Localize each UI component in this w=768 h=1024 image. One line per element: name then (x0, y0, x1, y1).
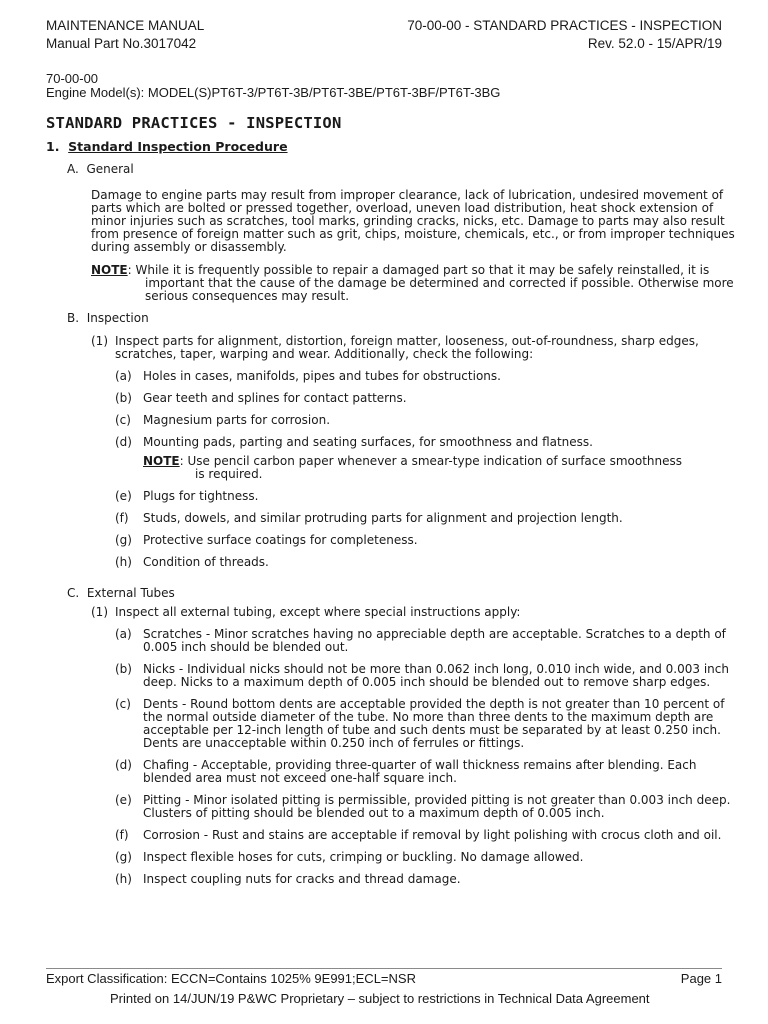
list-item (115, 556, 736, 569)
item-label: (f) (115, 511, 129, 525)
footer-divider (46, 968, 722, 969)
item-label: (e) (115, 489, 132, 503)
item-text: Pitting - Minor isolated pitting is permissible, provided pitting is not greater than 0.003 inch deep. Clusters of pitting should be blended out to a maximum depth of 0.005 inch. (143, 793, 731, 820)
list-item (115, 436, 736, 449)
subsection-external-tubes (67, 587, 736, 600)
page-number: Page 1 (680, 971, 722, 986)
item-text: Condition of threads. (143, 555, 269, 569)
item-label: (f) (115, 828, 129, 842)
item-text: Inspect coupling nuts for cracks and thread damage. (143, 872, 461, 886)
item-label: (e) (115, 793, 132, 807)
item-text: Holes in cases, manifolds, pipes and tubes for obstructions. (143, 369, 501, 383)
list-item (115, 698, 736, 750)
header-left (46, 17, 204, 53)
manual-part-number: Manual Part No.3017042 (46, 36, 197, 51)
item-text: Chafing - Acceptable, providing three-quarter of wall thickness remains after blending. Each blended area must not exceed one-half square inch. (143, 758, 697, 785)
printed-notice: Printed on 14/JUN/19 P&WC Proprietary – subject to restrictions in Technical Data Agreement (110, 991, 650, 1006)
list-item (115, 873, 736, 886)
chapter-code: 70-00-00 (46, 71, 99, 86)
section-number: 1. (46, 139, 60, 154)
general-note (91, 264, 736, 303)
item-label: (1) (91, 334, 108, 348)
item-text: Dents - Round bottom dents are acceptable provided the depth is not greater than 10 percent of the normal outside diameter of the tube. No more than three dents to the maximum depth are acceptable per 12-inch length of tube and such dents must be separated by at least 0.250 inch. Dents are unacceptable within 0.250 inch of ferrules or fittings. (143, 697, 725, 750)
export-classification: Export Classification: ECCN=Contains 1025% 9E991;ECL=NSR (46, 971, 416, 986)
note-text: : Use pencil carbon paper whenever a smear-type indication of surface smoothness is required. (179, 454, 682, 481)
item-label: (c) (115, 697, 131, 711)
manual-title: MAINTENANCE MANUAL (46, 18, 205, 33)
item-text: Studs, dowels, and similar protruding parts for alignment and projection length. (143, 511, 623, 525)
item-label: (h) (115, 872, 132, 886)
chapter-title: 70-00-00 - STANDARD PRACTICES - INSPECTION (407, 18, 722, 33)
item-label: (g) (115, 850, 132, 864)
item-label: (g) (115, 533, 132, 547)
subsection-inspection (67, 312, 736, 325)
inspection-note (143, 455, 683, 481)
document-body (46, 72, 736, 886)
header-right (407, 17, 722, 53)
section-title: Standard Inspection Procedure (68, 139, 288, 154)
subsection-label: B. (67, 311, 80, 325)
subsection-title: External Tubes (86, 586, 175, 600)
page-title: STANDARD PRACTICES - INSPECTION (46, 114, 342, 132)
list-item (115, 512, 736, 525)
item-text: Protective surface coatings for completeness. (143, 533, 418, 547)
item-text: Inspect flexible hoses for cuts, crimping or buckling. No damage allowed. (143, 850, 584, 864)
list-item (115, 414, 736, 427)
item-label: (d) (115, 435, 132, 449)
item-label: (b) (115, 391, 132, 405)
item-text: Corrosion - Rust and stains are acceptable if removal by light polishing with crocus cloth and oil. (143, 828, 722, 842)
note-text: : While it is frequently possible to repair a damaged part so that it may be safely reinstalled, it is important that the cause of the damage be determined and corrected if possible. Otherwise more serious consequences may result. (127, 263, 734, 303)
item-label: (1) (91, 605, 108, 619)
section-heading (46, 140, 736, 154)
engine-models: Engine Model(s): MODEL(S)PT6T-3/PT6T-3B/PT6T-3BE/PT6T-3BF/PT6T-3BG (46, 85, 501, 100)
general-paragraph: Damage to engine parts may result from improper clearance, lack of lubrication, undesired movement of parts which are bolted or pressed together, overload, uneven load distribution, heat shock extension of minor injuries such as scratches, tool marks, grinding cracks, nicks, etc. Damage to parts may also result from presence of foreign matter such as grit, chips, moisture, chemicals, etc., or from improper techniques during assembly or disassembly. (91, 188, 735, 254)
item-label: (a) (115, 627, 132, 641)
list-item (115, 829, 736, 842)
list-item (91, 335, 736, 361)
list-item (115, 759, 736, 785)
list-item (115, 534, 736, 547)
item-label: (a) (115, 369, 132, 383)
list-item (115, 851, 736, 864)
item-text: Gear teeth and splines for contact patterns. (143, 391, 407, 405)
revision-info: Rev. 52.0 - 15/APR/19 (587, 36, 722, 51)
item-text: Scratches - Minor scratches having no appreciable depth are acceptable. Scratches to a depth of 0.005 inch should be blended out. (143, 627, 726, 654)
item-label: (d) (115, 758, 132, 772)
item-text: Plugs for tightness. (143, 489, 259, 503)
list-item (91, 606, 736, 619)
list-item (115, 392, 736, 405)
item-text: Magnesium parts for corrosion. (143, 413, 331, 427)
subsection-title: Inspection (86, 311, 149, 325)
item-text: Inspect all external tubing, except where special instructions apply: (115, 605, 521, 619)
subsection-title: General (86, 162, 134, 176)
list-item (115, 370, 736, 383)
item-label: (b) (115, 662, 132, 676)
item-text: Inspect parts for alignment, distortion, foreign matter, looseness, out-of-roundness, sharp edges, scratches, taper, warping and wear. Additionally, check the following: (115, 334, 699, 361)
list-item (115, 490, 736, 503)
note-label: NOTE (91, 263, 128, 277)
item-text: Nicks - Individual nicks should not be more than 0.062 inch long, 0.010 inch wide, and 0.003 inch deep. Nicks to a maximum depth of 0.005 inch should be blended out to remove sharp edges. (143, 662, 729, 689)
subsection-label: C. (67, 586, 80, 600)
item-label: (c) (115, 413, 131, 427)
subsection-label: A. (67, 162, 79, 176)
list-item (115, 794, 736, 820)
subsection-general (67, 163, 736, 176)
item-label: (h) (115, 555, 132, 569)
note-label: NOTE (143, 454, 180, 468)
item-text: Mounting pads, parting and seating surfaces, for smoothness and flatness. (143, 435, 593, 449)
list-item (115, 663, 736, 689)
list-item (115, 628, 736, 654)
